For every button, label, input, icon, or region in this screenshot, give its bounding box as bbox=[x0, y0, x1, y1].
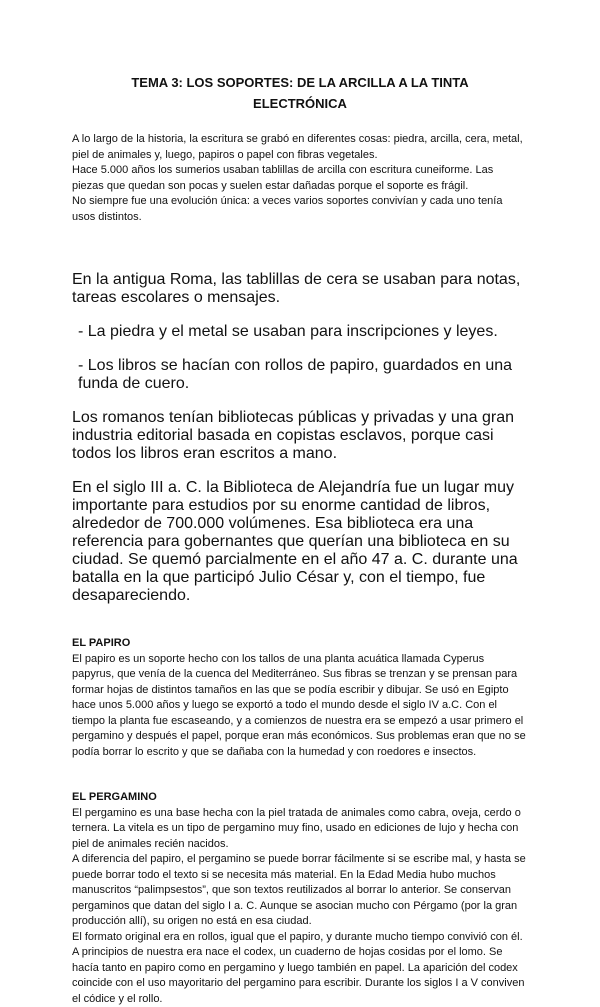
intro-paragraph-2: Hace 5.000 años los sumerios usaban tablillas de arcilla con escritura cuneiforme. Las piezas que quedan son pocas y suelen estar dañadas porque el soporte es frágil. bbox=[72, 163, 528, 194]
roma-paragraph-2: Los romanos tenían bibliotecas públicas y privadas y una gran industria editorial basada en copistas esclavos, porque casi todos los libros eran escritos a mano. bbox=[72, 409, 528, 463]
pergamino-paragraph-3: El formato original era en rollos, igual que el papiro, y durante mucho tiempo convivió con él. A principios de nuestra era nace el codex, un cuaderno de hojas cosidas por el lomo. Se hacía tanto en papiro como en pergamino y luego también en papel. La aparición del codex coincide con el uso mayoritario del pergamino para escribir. Durante los siglos I a V conviven el códice y el rollo. bbox=[72, 930, 528, 1007]
document-page bbox=[0, 72, 600, 920]
papiro-section bbox=[72, 621, 528, 760]
roma-bullet-1: - La piedra y el metal se usaban para inscripciones y leyes. bbox=[72, 323, 528, 341]
pergamino-paragraph-2: A diferencia del papiro, el pergamino se puede borrar fácilmente si se escribe mal, y hasta se puede borrar todo el texto si se necesita más material. En la Edad Media hubo muchos manuscritos “palimpsestos”, que son textos reutilizados al borrar lo anterior. Se conservan pergaminos que datan del siglo I a. C. Aunque se asocian mucho con Pérgamo (por la gran producción allí), su origen no está en esa ciudad. bbox=[72, 852, 528, 930]
intro-paragraph-3: No siempre fue una evolución única: a veces varios soportes convivían y cada uno tenía usos distintos. bbox=[72, 194, 528, 225]
roma-section bbox=[72, 240, 528, 605]
spacer bbox=[72, 240, 528, 255]
intro-paragraph-1: A lo largo de la historia, la escritura se grabó en diferentes cosas: piedra, arcilla, cera, metal, piel de animales y, luego, papiros o papel con fibras vegetales. bbox=[72, 132, 528, 163]
pergamino-paragraph-1: El pergamino es una base hecha con la piel tratada de animales como cabra, oveja, cerdo o ternera. La vitela es un tipo de pergamino muy fino, usado en ediciones de lujo y hecha con piel de animales recién nacidos. bbox=[72, 806, 528, 853]
spacer bbox=[72, 775, 528, 790]
pergamino-heading: EL PERGAMINO bbox=[72, 790, 528, 806]
intro-section bbox=[72, 132, 528, 225]
roma-paragraph-3: En el siglo III a. C. la Biblioteca de Alejandría fue un lugar muy importante para estudios por su enorme cantidad de libros, alrededor de 700.000 volúmenes. Esa biblioteca era una referencia para gobernantes que querían una biblioteca en su ciudad. Se quemó parcialmente en el año 47 a. C. durante una batalla en la que participó Julio César y, con el tiempo, fue desapareciendo. bbox=[72, 479, 528, 605]
roma-bullet-2: - Los libros se hacían con rollos de papiro, guardados en una funda de cuero. bbox=[72, 357, 528, 393]
roma-paragraph-1: En la antigua Roma, las tablillas de cera se usaban para notas, tareas escolares o mensajes. bbox=[72, 271, 528, 307]
spacer bbox=[72, 621, 528, 636]
papiro-paragraph: El papiro es un soporte hecho con los tallos de una planta acuática llamada Cyperus papyrus, que venía de la cuenca del Mediterráneo. Sus fibras se trenzan y se prensan para formar hojas de distintos tamaños en las que se podía escribir y dibujar. Se usó en Egipto hace unos 5.000 años y luego se exportó a todo el mundo desde el siglo IV a.C. Con el tiempo la planta fue escaseando, y a comienzos de nuestra era se empezó a usar primero el pergamino y después el papel, porque eran más económicos. Sus problemas eran que no se podía borrar lo escrito y que se dañaba con la humedad y con roedores e insectos. bbox=[72, 652, 528, 761]
pergamino-section bbox=[72, 775, 528, 1007]
papiro-heading: EL PAPIRO bbox=[72, 636, 528, 652]
document-title: TEMA 3: LOS SOPORTES: DE LA ARCILLA A LA TINTA ELECTRÓNICA bbox=[72, 72, 528, 114]
